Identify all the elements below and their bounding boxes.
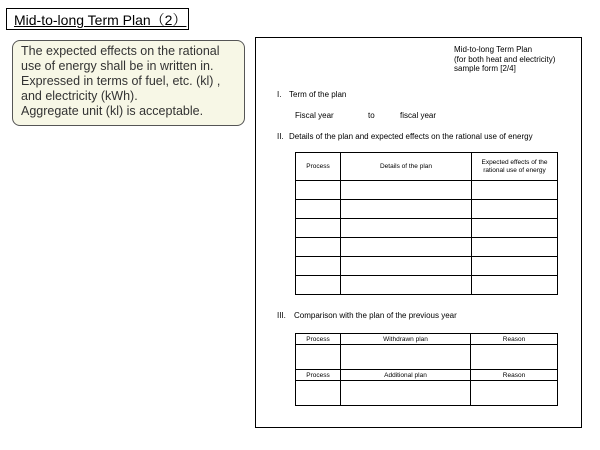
column-header: Process <box>296 153 341 181</box>
fiscal-year-from-label: Fiscal year <box>295 111 334 120</box>
table-row <box>296 181 558 200</box>
details-cell[interactable] <box>341 219 472 238</box>
table-row <box>296 219 558 238</box>
section1-heading: Term of the plan <box>289 90 347 99</box>
form-header-line: Mid-to-long Term Plan <box>454 45 533 54</box>
section3-heading: Comparison with the plan of the previous year <box>294 311 457 320</box>
details-cell[interactable] <box>341 276 472 295</box>
section2-number: II. <box>277 132 284 141</box>
reason-cell[interactable] <box>471 345 558 370</box>
note-line: The expected effects on the rational <box>21 44 220 58</box>
form-header-line: (for both heat and electricity) <box>454 54 556 64</box>
process-cell[interactable] <box>296 257 341 276</box>
form-header-line: sample form [2/4] <box>454 64 516 73</box>
section1-number: I. <box>277 90 282 99</box>
column-header: Details of the plan <box>341 153 472 181</box>
comparison-table <box>295 333 558 406</box>
column-header: Withdrawn plan <box>341 334 471 345</box>
effects-cell[interactable] <box>472 257 558 276</box>
form-header <box>454 45 555 74</box>
effects-cell[interactable] <box>472 200 558 219</box>
withdrawn-header-row <box>296 334 558 345</box>
details-cell[interactable] <box>341 181 472 200</box>
table-row <box>296 238 558 257</box>
column-header: Expected effects of the rational use of energy <box>472 153 558 181</box>
column-header: Reason <box>471 334 558 345</box>
note-line: and electricity (kWh). <box>21 89 138 103</box>
sample-form <box>255 37 582 428</box>
withdrawn-plan-cell[interactable] <box>341 345 471 370</box>
effects-cell[interactable] <box>472 276 558 295</box>
details-cell[interactable] <box>341 200 472 219</box>
process-cell[interactable] <box>296 219 341 238</box>
process-cell[interactable] <box>296 200 341 219</box>
details-cell[interactable] <box>341 238 472 257</box>
table-row <box>296 345 558 370</box>
process-cell[interactable] <box>296 345 341 370</box>
note-line: Aggregate unit (kl) is acceptable. <box>21 104 204 118</box>
plan-details-table <box>295 152 558 295</box>
additional-plan-cell[interactable] <box>341 381 471 406</box>
column-header: Reason <box>471 370 558 381</box>
process-cell[interactable] <box>296 381 341 406</box>
slide-title-text: Mid-to-long Term Plan（2） <box>14 12 187 28</box>
process-cell[interactable] <box>296 238 341 257</box>
effects-cell[interactable] <box>472 181 558 200</box>
column-header: Process <box>296 334 341 345</box>
note-line: use of energy shall be in written in. <box>21 59 214 73</box>
effects-cell[interactable] <box>472 238 558 257</box>
table-row <box>296 200 558 219</box>
to-label: to <box>368 111 375 120</box>
process-cell[interactable] <box>296 276 341 295</box>
effects-cell[interactable] <box>472 219 558 238</box>
fiscal-year-to-label: fiscal year <box>400 111 437 120</box>
section2-heading: Details of the plan and expected effects on the rational use of energy <box>289 132 533 141</box>
column-header: Process <box>296 370 341 381</box>
note-line: Expressed in terms of fuel, etc. (kl) , <box>21 74 221 88</box>
table-row <box>296 276 558 295</box>
details-cell[interactable] <box>341 257 472 276</box>
slide-title <box>6 8 189 30</box>
note-callout <box>12 40 245 126</box>
section3-number: III. <box>277 311 286 320</box>
table-header-row <box>296 153 558 181</box>
column-header: Additional plan <box>341 370 471 381</box>
table-row <box>296 381 558 406</box>
process-cell[interactable] <box>296 181 341 200</box>
additional-header-row <box>296 370 558 381</box>
reason-cell[interactable] <box>471 381 558 406</box>
table-row <box>296 257 558 276</box>
